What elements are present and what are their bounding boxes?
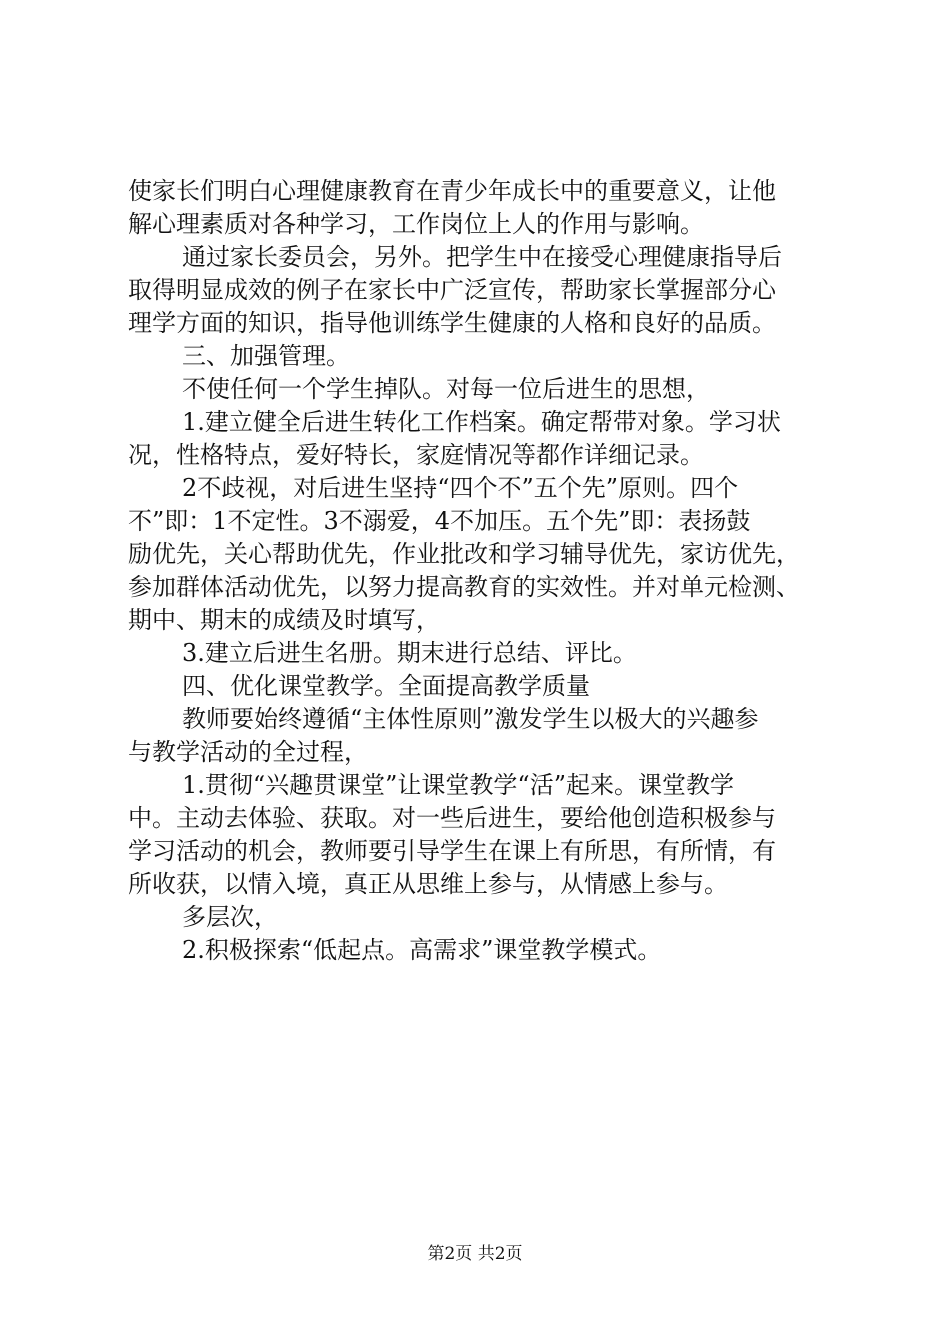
text-line: 2.积极探索“低起点。高需求”课堂教学模式。 (182, 936, 662, 964)
text-line: 理学方面的知识，指导他训练学生健康的人格和良好的品质。 (128, 309, 776, 337)
text-line: 取得明显成效的例子在家长中广泛宣传，帮助家长掌握部分心 (128, 276, 776, 304)
text-line: 2不歧视，对后进生坚持“四个不”五个先”原则。四个 (182, 474, 739, 502)
text-line: 使家长们明白心理健康教育在青少年成长中的重要意义，让他 (128, 177, 776, 205)
text-line: 学习活动的机会，教师要引导学生在课上有所思，有所情，有 (128, 837, 776, 865)
text-line: 1.贯彻“兴趣贯课堂”让课堂教学“活”起来。课堂教学 (182, 771, 734, 799)
text-line: 通过家长委员会，另外。把学生中在接受心理健康指导后 (182, 243, 782, 271)
document-body (128, 175, 840, 967)
text-line: 况，性格特点，爱好特长，家庭情况等都作详细记录。 (128, 441, 704, 469)
text-line: 教师要始终遵循“主体性原则”激发学生以极大的兴趣参 (182, 705, 759, 733)
text-line: 与教学活动的全过程， (128, 738, 368, 766)
text-line: 多层次， (182, 903, 278, 931)
text-line: 解心理素质对各种学习，工作岗位上人的作用与影响。 (128, 210, 704, 238)
text-line: 所收获，以情入境，真正从思维上参与，从情感上参与。 (128, 870, 728, 898)
text-line: 励优先，关心帮助优先，作业批改和学习辅导优先，家访优先， (128, 540, 800, 568)
text-line: 参加群体活动优先，以努力提高教育的实效性。并对单元检测、 (128, 573, 800, 601)
text-line: 不使任何一个学生掉队。对每一位后进生的思想， (182, 375, 710, 403)
text-line: 中。主动去体验、获取。对一些后进生，要给他创造积极参与 (128, 804, 776, 832)
text-line: 3.建立后进生名册。期末进行总结、评比。 (182, 639, 637, 667)
text-line: 1.建立健全后进生转化工作档案。确定帮带对象。学习状 (182, 408, 781, 436)
text-line: 三、加强管理。 (182, 342, 350, 370)
page-footer: 第2页 共2页 (427, 1244, 523, 1264)
text-line: 四、优化课堂教学。全面提高教学质量 (182, 672, 590, 700)
text-line: 期中、期末的成绩及时填写， (128, 606, 440, 634)
text-line: 不”即：1不定性。3不溺爱，4不加压。五个先”即：表扬鼓 (128, 507, 751, 535)
